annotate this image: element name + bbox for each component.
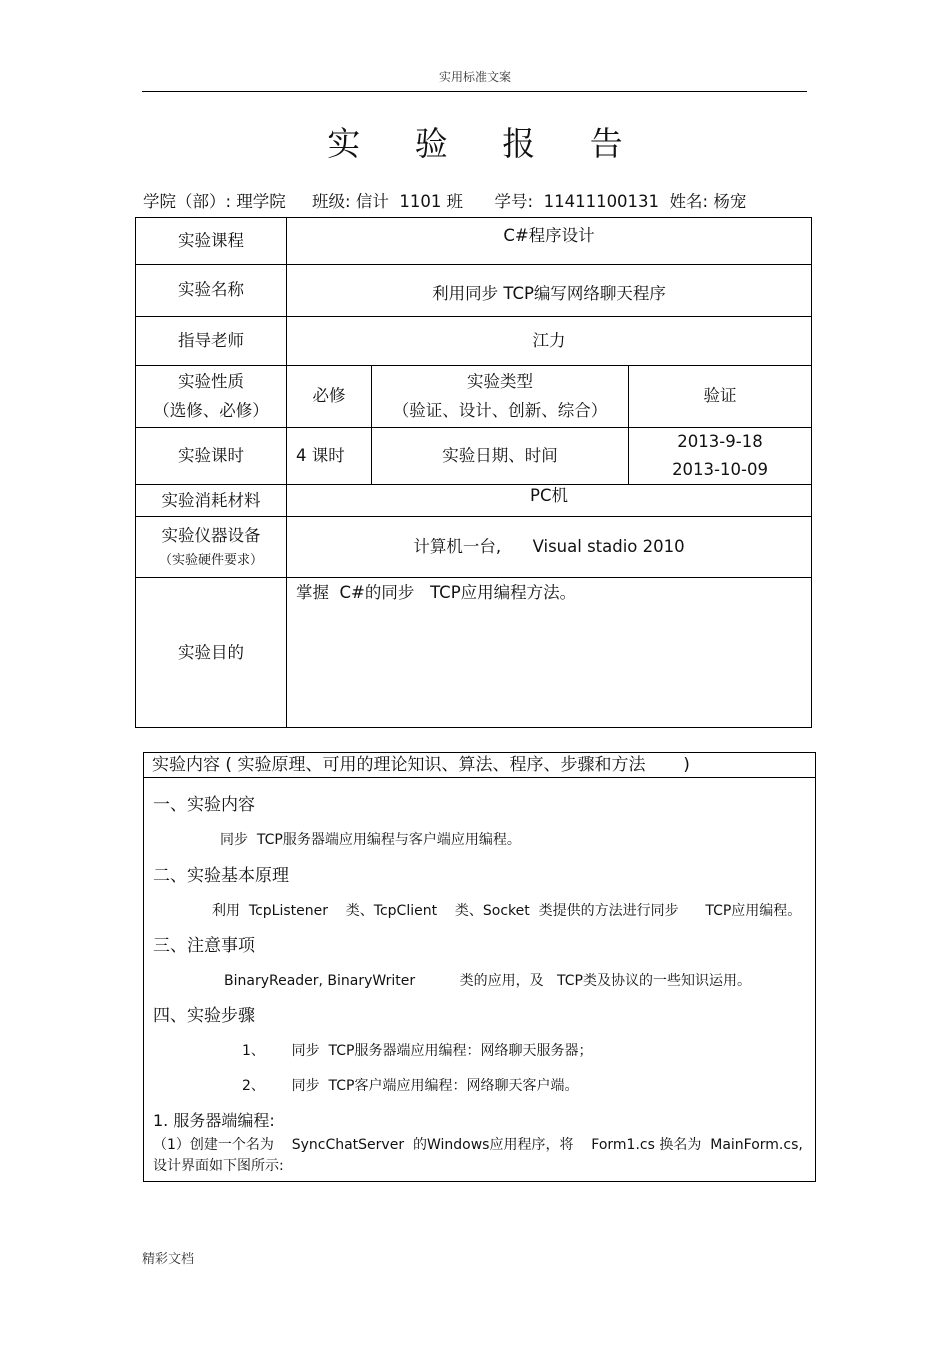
student-info: 学院（部）: 理学院 班级: 信计 1101 班 学号: 11411100131 姓名: 杨宠: [143, 192, 747, 211]
teacher-value: 江力: [287, 317, 812, 366]
section4-title: 四、实验步骤: [153, 1006, 255, 1026]
section3-title: 三、注意事项: [153, 936, 255, 956]
equipment-label-line1: 实验仪器设备: [161, 526, 261, 546]
course-value: C#程序设计: [287, 218, 812, 265]
nature-label: [136, 366, 287, 428]
section1-title: 一、实验内容: [153, 795, 255, 815]
equipment-value: 计算机一台, Visual stadio 2010: [287, 517, 812, 578]
date-line2: 2013-10-09: [672, 460, 768, 480]
step-2: 2、 同步 TCP客户端应用编程：网络聊天客户端。: [242, 1078, 579, 1094]
teacher-label: 指导老师: [136, 317, 287, 366]
report-title: 实 验 报 告: [327, 124, 645, 163]
experiment-content-box: [143, 752, 816, 1182]
name-label: 实验名称: [136, 265, 287, 317]
nature-label-line2: （选修、必修）: [153, 400, 269, 420]
material-label: 实验消耗材料: [136, 485, 287, 517]
name-value: 利用同步 TCP编写网络聊天程序: [287, 265, 812, 317]
page-footer: 精彩文档: [142, 1252, 195, 1267]
purpose-value: 掌握 C#的同步 TCP应用编程方法。: [287, 578, 812, 728]
date-label: 实验日期、时间: [372, 428, 629, 485]
experiment-info-table: [135, 217, 812, 728]
nature-value: 必修: [287, 366, 372, 428]
date-line1: 2013-9-18: [677, 432, 763, 451]
section2-text: 利用 TcpListener 类、TcpClient 类、Socket 类提供的方法进行同步 TCP应用编程。: [212, 903, 802, 919]
section1-text: 同步 TCP服务器端应用编程与客户端应用编程。: [220, 832, 521, 848]
server-step-text-line1: （1）创建一个名为 SyncChatServer 的Windows应用程序，将 Form1.cs 换名为 MainForm.cs,: [153, 1137, 803, 1153]
course-label: 实验课程: [136, 218, 287, 265]
hours-value: 4 课时: [287, 428, 372, 485]
type-label-line1: 实验类型: [467, 372, 533, 392]
material-value: PC机: [287, 485, 812, 517]
section2-title: 二、实验基本原理: [153, 866, 289, 886]
date-value: [629, 428, 812, 485]
server-step-text-line2: 设计界面如下图所示:: [153, 1158, 284, 1174]
nature-label-line1: 实验性质: [178, 372, 244, 392]
header-rule: [142, 91, 807, 92]
server-programming-title: 1. 服务器端编程:: [153, 1111, 275, 1130]
type-label: [372, 366, 629, 428]
step-1: 1、 同步 TCP服务器端应用编程：网络聊天服务器；: [242, 1043, 593, 1059]
type-value: 验证: [629, 366, 812, 428]
section3-text: BinaryReader, BinaryWriter 类的应用，及 TCP类及协议的一些知识运用。: [224, 973, 751, 989]
equipment-label: [136, 517, 287, 578]
content-header: 实验内容 ( 实验原理、可用的理论知识、算法、程序、步骤和方法 ): [144, 753, 815, 778]
hours-label: 实验课时: [136, 428, 287, 485]
equipment-label-line2: （实验硬件要求）: [158, 553, 263, 569]
type-label-line2: （验证、设计、创新、综合）: [392, 400, 608, 420]
page-header: 实用标准文案: [438, 70, 511, 84]
purpose-label: 实验目的: [136, 578, 287, 728]
